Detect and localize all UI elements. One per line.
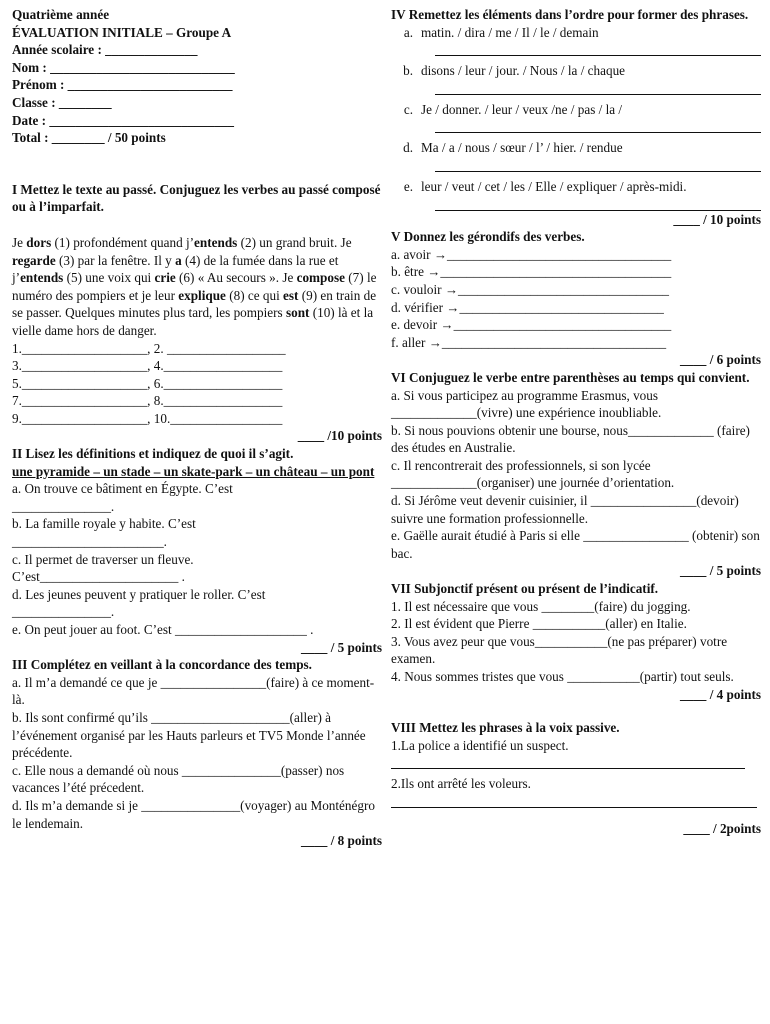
verb-to-conjugate: entends — [194, 234, 238, 250]
ordering-item: c. Je / donner. / leur / veux /ne / pas / la / — [403, 101, 623, 117]
text-fragment: (4) de la fumée dans la rue et j’ — [12, 252, 339, 286]
exercise-item: 1. Il est nécessaire que vous ________(faire) du jogging. — [391, 598, 691, 614]
gerund-item: e. devoir →_________________________________ — [391, 317, 672, 333]
date-field: Date : ____________________________ — [12, 112, 234, 128]
section-6-title: VI Conjuguez le verbe entre parenthèses au temps qui convient. — [391, 369, 750, 385]
gerund-item: d. vérifier →_______________________________ — [391, 299, 664, 315]
section-2-points: ____ / 5 points — [301, 639, 382, 655]
gerund-item: f. aller →__________________________________ — [391, 334, 667, 350]
section-2-word-list: une pyramide – un stade – un skate-park – un château – un pont — [12, 463, 375, 479]
text-fragment: (1) profondément quand j’ — [51, 234, 195, 250]
exam-title: ÉVALUATION INITIALE – Groupe A — [12, 24, 232, 40]
answer-line: 9.___________________, 10._________________ — [12, 410, 283, 426]
answer-blank-line — [391, 793, 757, 808]
text-fragment: (8) ce qui — [225, 287, 284, 303]
text-fragment: (2) un grand bruit. Je — [237, 234, 352, 250]
definition-line: c. Il permet de traverser un fleuve. — [12, 551, 194, 567]
section-8-points: ____ / 2points — [683, 820, 761, 836]
right-column — [391, 6, 761, 838]
answer-blank-line — [391, 754, 745, 769]
text-fragment: (10) là et la vielle dame hors de danger. — [12, 305, 374, 338]
verb-to-conjugate: dors — [26, 234, 52, 250]
school-year-field: Année scolaire : ______________ — [12, 42, 198, 58]
definition-line: d. Les jeunes peuvent y pratiquer le roller. C’est — [12, 586, 266, 602]
grade-label: Quatrième année — [12, 7, 110, 22]
answer-line: 1.___________________, 2. __________________ — [12, 340, 286, 356]
ordering-item: d. Ma / a / nous / sœur / l’ / hier. / rendue — [403, 140, 623, 156]
section-8-title: VIII Mettez les phrases à la voix passive. — [391, 720, 620, 736]
answer-line: 5.___________________, 6.__________________ — [12, 375, 283, 391]
section-7 — [391, 580, 761, 703]
name-field: Nom : ____________________________ — [12, 59, 235, 75]
definition-line: b. La famille royale y habite. C’est — [12, 516, 196, 532]
answer-blank-line — [435, 41, 761, 56]
verb-to-conjugate: a — [175, 252, 182, 268]
section-6-points: ____ / 5 points — [680, 563, 761, 579]
exercise-item: b. Ils sont confirmé qu’ils _____________________(aller) à l’événement organisé par les Hauts parleurs et TV5 Monde l’année précédente. — [12, 709, 366, 761]
section-7-points: ____ / 4 points — [680, 686, 761, 702]
section-4-title: IV Remettez les éléments dans l’ordre pour former des phrases. — [391, 7, 749, 22]
verb-to-conjugate: est — [283, 287, 299, 303]
section-2-title: II Lisez les définitions et indiquez de quoi il s’agit. — [12, 446, 294, 462]
section-2 — [12, 445, 382, 656]
verb-to-conjugate: compose — [296, 270, 345, 286]
answer-blank-line — [435, 196, 761, 211]
exercise-item: 3. Vous avez peur que vous___________(ne pas préparer) votre examen. — [391, 633, 728, 667]
section-5-title: V Donnez les gérondifs des verbes. — [391, 229, 585, 245]
exercise-item: 2. Il est évident que Pierre ___________(aller) en Italie. — [391, 616, 687, 632]
exercise-item: c. Elle nous a demandé où nous _______________(passer) nos vacances l’été précedent. — [12, 762, 345, 796]
class-field: Classe : ________ — [12, 94, 112, 110]
section-7-title: VII Subjonctif présent ou présent de l’indicatif. — [391, 581, 659, 597]
exercise-item: 1.La police a identifié un suspect. — [391, 737, 569, 753]
section-5-points: ____ / 6 points — [680, 352, 761, 368]
verb-to-conjugate: explique — [178, 287, 226, 303]
section-4 — [391, 6, 761, 228]
exercise-item: d. Si Jérôme veut devenir cuisinier, il ________________(devoir) suivre une formation professionnelle. — [391, 493, 739, 526]
ordering-item: a. matin. / dira / me / Il / le / demain — [403, 24, 599, 40]
gerund-item: a. avoir →__________________________________ — [391, 246, 672, 262]
answer-line: 3.___________________, 4.__________________ — [12, 358, 283, 374]
section-8 — [391, 719, 761, 837]
header-block — [12, 6, 382, 147]
exercise-item: b. Si nous pouvions obtenir une bourse, nous_____________ (faire) des études en Australie. — [391, 422, 750, 456]
firstname-field: Prénom : _________________________ — [12, 77, 233, 93]
ordering-item: e. leur / veut / cet / les / Elle / expliquer / après-midi. — [403, 178, 687, 194]
ordering-item: b. disons / leur / jour. / Nous / la / chaque — [403, 63, 626, 79]
definition-line: a. On trouve ce bâtiment en Égypte. C’est — [12, 481, 233, 497]
definition-line: _______________. — [12, 604, 115, 620]
verb-to-conjugate: sont — [285, 305, 310, 321]
definition-line: _______________________. — [12, 534, 167, 550]
left-column — [12, 6, 382, 850]
definition-line: _______________. — [12, 498, 115, 514]
section-3-title: III Complétez en veillant à la concordance des temps. — [12, 657, 312, 673]
text-fragment: Je — [12, 234, 27, 250]
section-6 — [391, 369, 761, 580]
text-fragment: (5) une voix qui — [63, 270, 155, 286]
text-fragment: (9) en train de se passer. Quelques minutes plus tard, les pompiers — [12, 287, 377, 321]
exercise-item: a. Si vous participez au programme Erasmus, vous _____________(vivre) une expérience inoubliable. — [391, 387, 662, 421]
section-3 — [12, 656, 382, 850]
text-fragment: (3) par la fenêtre. Il y — [55, 252, 176, 268]
section-1-text — [12, 234, 382, 340]
gerund-item: b. être →___________________________________ — [391, 264, 672, 280]
verb-to-conjugate: crie — [154, 270, 176, 286]
exercise-item: c. Il rencontrerait des professionnels, si son lycée _____________(organiser) une journée d’orientation. — [391, 457, 675, 491]
exercise-item: 4. Nous sommes tristes que vous ___________(partir) tout seuls. — [391, 669, 734, 684]
answer-blank-line — [435, 80, 761, 95]
verb-to-conjugate: regarde — [12, 252, 56, 268]
definition-line: e. On peut jouer au foot. C’est ____________________ . — [12, 622, 314, 637]
exercise-item: 2.Ils ont arrêté les voleurs. — [391, 776, 531, 792]
text-fragment: (7) le numéro des pompiers et je leur — [12, 270, 377, 303]
answer-line: 7.___________________, 8.__________________ — [12, 393, 283, 409]
exercise-item: a. Il m’a demandé ce que je ________________(faire) à ce moment-là. — [12, 674, 375, 708]
text-fragment: (6) « Au secours ». Je — [175, 270, 297, 286]
section-1 — [12, 181, 382, 445]
section-3-points: ____ / 8 points — [301, 833, 382, 849]
total-field: Total : ________ / 50 points — [12, 130, 166, 146]
gerund-item: c. vouloir →________________________________ — [391, 281, 670, 297]
exercise-item: d. Ils m’a demande si je _______________(voyager) au Monténégro le lendemain. — [12, 797, 375, 831]
section-1-points: ____ /10 points — [297, 428, 382, 444]
section-4-points: ____ / 10 points — [673, 211, 761, 227]
exercise-item: e. Gaëlle aurait étudié à Paris si elle ________________ (obtenir) son bac. — [391, 528, 760, 561]
definition-line: C’est_____________________ . — [12, 569, 185, 585]
verb-to-conjugate: entends — [20, 270, 64, 286]
answer-blank-line — [435, 118, 761, 133]
section-1-title: I Mettez le texte au passé. Conjuguez les verbes au passé composé ou à l’imparfait. — [12, 181, 381, 215]
section-5 — [391, 228, 761, 369]
answer-blank-line — [435, 157, 761, 172]
